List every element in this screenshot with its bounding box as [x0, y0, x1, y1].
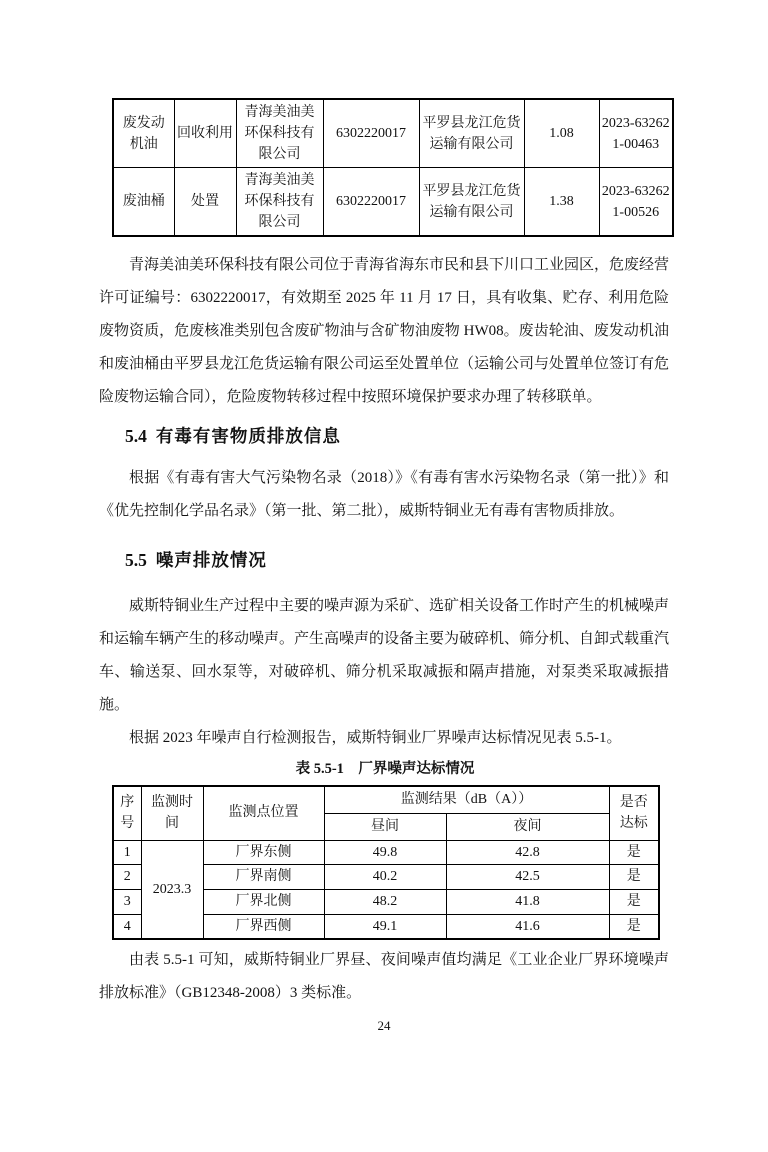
waste-name-cell: 废发动机油 [113, 99, 174, 168]
manifest-number-cell: 2023-632621-00526 [599, 168, 673, 237]
header-nighttime: 夜间 [446, 813, 609, 840]
daytime-value-cell: 48.2 [324, 889, 446, 914]
nighttime-value-cell: 42.8 [446, 840, 609, 865]
disposal-method-cell: 回收利用 [174, 99, 236, 168]
compliant-cell: 是 [609, 914, 659, 939]
daytime-value-cell: 49.8 [324, 840, 446, 865]
section-title: 噪声排放情况 [155, 550, 267, 570]
noise-table-header-row [113, 786, 659, 813]
index-cell: 3 [113, 889, 141, 914]
disposal-method-cell: 处置 [174, 168, 236, 237]
disposal-company-cell: 青海美油美环保科技有限公司 [236, 99, 323, 168]
manifest-number-cell: 2023-632621-00463 [599, 99, 673, 168]
index-cell: 2 [113, 865, 141, 890]
location-cell: 厂界南侧 [203, 865, 324, 890]
header-compliant: 是否达标 [609, 786, 659, 840]
section-number: 5.5 [125, 550, 147, 570]
noise-table-caption: 表 5.5-1 厂界噪声达标情况 [295, 761, 475, 777]
compliant-cell: 是 [609, 889, 659, 914]
paragraph-noise-conclusion: 由表 5.5-1 可知，威斯特铜业厂界昼、夜间噪声值均满足《工业企业厂界环境噪声排放标准》（GB12348-2008）3 类标准。 [99, 952, 669, 1002]
amount-cell: 1.08 [524, 99, 599, 168]
noise-table-row [113, 840, 659, 865]
paragraph-hazwaste-transfer: 青海美油美环保科技有限公司位于青海省海东市民和县下川口工业园区，危废经营许可证编号：6302220017，有效期至 2025 年 11 月 17 日，具有收集、贮存、利用危险废物资质，危废核准类别包含废矿物油与含矿物油废物 HW08。废齿轮油、废发动机油和废油桶由平罗县龙江危货运输有限公司运至处置单位（运输公司与处置单位签订有危险废物运输合同），危险废物转移过程中按照环境保护要求办理了转移联单。 [99, 257, 670, 405]
compliant-cell: 是 [609, 865, 659, 890]
location-cell: 厂界东侧 [203, 840, 324, 865]
monitor-time-cell: 2023.3 [141, 840, 203, 939]
nighttime-value-cell: 42.5 [446, 865, 609, 890]
disposal-company-cell: 青海美油美环保科技有限公司 [236, 168, 323, 237]
header-daytime: 昼间 [324, 813, 446, 840]
nighttime-value-cell: 41.8 [446, 889, 609, 914]
section-title: 有毒有害物质排放信息 [155, 426, 341, 446]
paragraph-toxic-substances: 根据《有毒有害大气污染物名录（2018）》《有毒有害水污染物名录（第一批）》和《优先控制化学品名录》（第一批、第二批），威斯特铜业无有毒有害物质排放。 [99, 470, 669, 519]
waste-table-row [113, 168, 673, 237]
paragraph-noise-report: 根据 2023 年噪声自行检测报告，威斯特铜业厂界噪声达标情况见表 5.5-1。 [129, 730, 622, 746]
index-cell: 1 [113, 840, 141, 865]
document-body-bottom [99, 944, 669, 1010]
license-number-cell: 6302220017 [323, 99, 419, 168]
section-heading-5-4 [125, 424, 669, 448]
index-cell: 4 [113, 914, 141, 939]
paragraph-noise-sources: 威斯特铜业生产过程中主要的噪声源为采矿、选矿相关设备工作时产生的机械噪声和运输车辆产生的移动噪声。产生高噪声的设备主要为破碎机、筛分机、自卸式载重汽车、输送泵、回水泵等，对破碎机、筛分机采取减振和隔声措施，对泵类采取减振措施。 [99, 598, 670, 713]
page-number: 24 [377, 1018, 391, 1034]
header-monitor-result: 监测结果（dB（A）） [324, 786, 609, 813]
noise-compliance-table [112, 785, 660, 940]
header-index: 序号 [113, 786, 141, 840]
nighttime-value-cell: 41.6 [446, 914, 609, 939]
license-number-cell: 6302220017 [323, 168, 419, 237]
transport-company-cell: 平罗县龙江危货运输有限公司 [419, 168, 524, 237]
section-heading-5-5 [125, 548, 669, 572]
header-monitor-location: 监测点位置 [203, 786, 324, 840]
section-number: 5.4 [125, 426, 147, 446]
compliant-cell: 是 [609, 840, 659, 865]
hazardous-waste-table [112, 98, 674, 237]
location-cell: 厂界西侧 [203, 914, 324, 939]
location-cell: 厂界北侧 [203, 889, 324, 914]
amount-cell: 1.38 [524, 168, 599, 237]
waste-name-cell: 废油桶 [113, 168, 174, 237]
daytime-value-cell: 40.2 [324, 865, 446, 890]
header-monitor-time: 监测时间 [141, 786, 203, 840]
transport-company-cell: 平罗县龙江危货运输有限公司 [419, 99, 524, 168]
document-body [99, 249, 669, 755]
daytime-value-cell: 49.1 [324, 914, 446, 939]
waste-table-row [113, 99, 673, 168]
